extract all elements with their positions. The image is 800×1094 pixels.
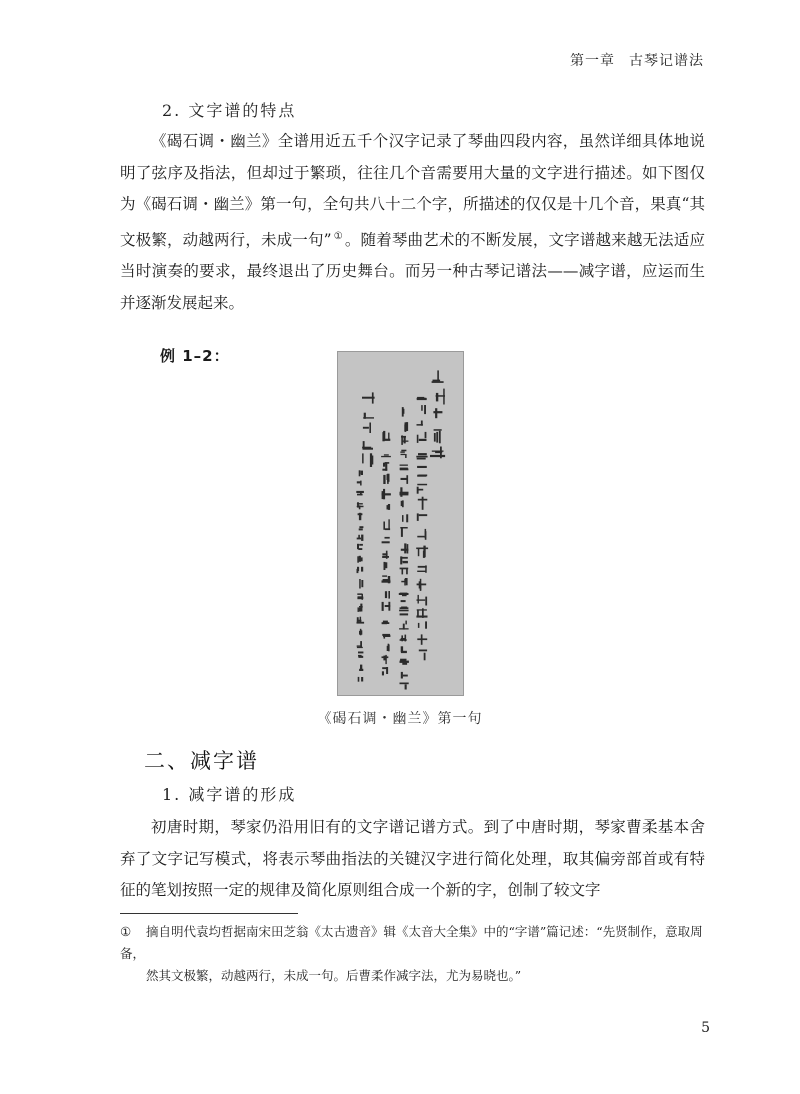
ink-stroke [357,567,359,571]
ink-stroke [418,623,420,628]
ink-stroke [417,609,427,610]
subsection-heading-2: 2. 文字谱的特点 [162,101,297,120]
running-head-chapter: 第一章 [570,53,615,69]
ink-stroke [400,465,408,466]
ink-stroke [417,638,427,640]
ink-stroke [401,651,407,653]
ink-stroke [407,544,409,553]
ink-stroke [401,478,407,480]
ink-stroke [406,475,408,484]
ink-stroke [433,380,441,382]
ink-stroke [359,544,363,546]
footnote [120,921,710,987]
ink-stroke [401,528,403,537]
ink-stroke [400,568,409,570]
ink-stroke [361,677,363,682]
ink-stroke [383,522,385,530]
ink-stroke [400,683,409,685]
ink-stroke [357,556,359,562]
ink-stroke [402,515,404,522]
ink-stroke [383,475,385,484]
ink-stroke [382,575,387,576]
ink-stroke [400,593,408,595]
body-paragraph-1-text-a: 《碣石调・幽兰》全谱用近五千个汉字记录了琴曲四段内容，虽然详细具体地说明了弦序及指法，但却过于繁琐，往往几个音需要用大量的文字进行描述。如下图仅为《碣石调・幽兰》第一句，全句共八十二个字，所描述的仅仅是十几个音，果真“其文极繁，动越两行，未成一句” [120,132,705,249]
ink-stroke [402,663,407,665]
body-paragraph-2: 初唐时期，琴家仍沿用旧有的文字谱记谱方式。到了中唐时期，琴家曹柔基本舍弃了文字记写模式，将表示琴曲指法的关键汉字进行简化处理，取其偏旁部首或有特征的笔划按照一定的规律及简化原则组合成一个新的字，创制了较文字 [120,818,705,899]
ink-stroke [400,452,405,453]
ink-stroke [434,433,436,442]
ink-stroke [400,468,409,470]
ink-stroke [403,561,408,562]
ink-stroke [400,659,406,661]
ink-stroke [399,610,409,612]
ink-stroke [384,454,389,455]
ink-stroke [363,427,369,429]
ink-stroke [360,641,362,648]
ink-stroke [382,656,389,658]
ink-stroke [419,514,428,516]
ink-stroke [383,579,391,581]
ink-stroke [382,556,387,558]
ink-stroke [402,500,404,507]
ink-stroke [405,621,407,625]
ink-stroke [401,454,406,455]
ink-stroke [401,581,406,583]
ink-stroke [400,613,409,615]
ink-stroke [357,645,361,646]
manuscript-strokes [338,352,463,695]
ink-stroke [361,471,363,475]
ink-stroke [405,684,407,689]
ink-stroke [425,432,427,438]
ink-stroke [421,421,423,426]
ink-stroke [417,466,427,468]
ink-stroke [382,493,391,495]
ink-stroke [359,608,361,612]
ink-stroke [404,543,406,553]
ink-stroke [401,450,406,452]
ink-stroke [401,607,407,609]
ink-stroke [417,458,426,460]
ink-stroke [385,562,387,568]
ink-stroke [385,537,390,539]
ink-stroke [383,439,391,441]
ink-stroke [403,441,409,442]
ink-stroke [416,456,427,458]
ink-stroke [360,630,362,634]
running-head-title: 古琴记谱法 [629,53,704,69]
ink-stroke [385,655,386,664]
ink-stroke [425,597,427,606]
ink-stroke [387,475,389,484]
ink-stroke [359,669,363,671]
ink-stroke [399,628,409,629]
footnote-number: ① [120,924,132,939]
ink-stroke [418,475,427,477]
ink-stroke [362,397,375,399]
ink-stroke [403,675,408,677]
page-number: 5 [701,1020,710,1036]
ink-stroke [406,514,408,522]
ink-stroke [400,661,409,663]
ink-stroke [358,652,363,654]
ink-stroke [417,536,424,538]
ink-stroke [385,462,387,471]
ink-stroke [382,671,384,675]
body-paragraph-1 [120,126,705,319]
ink-stroke [361,535,363,541]
ink-stroke [417,571,426,572]
ink-stroke [388,433,389,440]
ink-stroke [358,596,364,598]
ink-stroke [401,635,403,641]
ink-stroke [363,448,374,450]
ink-stroke [433,411,442,413]
ink-stroke [359,528,363,530]
ink-stroke [436,393,438,402]
ink-stroke [424,653,426,661]
ink-stroke [358,535,360,539]
ink-stroke [358,656,363,658]
ink-stroke [430,455,445,457]
ink-stroke [387,646,389,651]
ink-stroke [400,487,402,497]
ink-stroke [401,672,403,679]
ink-stroke [359,470,361,476]
ink-stroke [419,581,421,588]
ink-stroke [358,607,359,612]
ink-stroke [402,407,404,417]
ink-stroke [359,526,363,528]
ink-stroke [405,635,407,642]
subsection-heading-1: 1. 减字谱的形成 [162,785,297,804]
ink-stroke [364,413,366,419]
ink-stroke [422,497,424,510]
ink-stroke [417,513,419,521]
ink-stroke [382,667,387,669]
ink-stroke [383,635,390,637]
running-head [570,50,704,70]
ink-stroke [417,584,427,586]
ink-stroke [357,544,359,549]
figure-caption: 《碣石调・幽兰》第一句 [317,711,483,727]
ink-stroke [388,591,390,599]
ink-stroke [439,431,441,444]
ink-stroke [434,429,442,431]
ink-stroke [405,422,407,432]
calligraphy-manuscript-image [337,351,464,696]
ink-stroke [432,381,444,383]
ink-stroke [358,677,360,682]
ink-stroke [417,610,419,618]
footnote-line-1: 摘自明代袁均哲据南宋田芝翁《太古遗音》辑《太音大全集》中的“字谱”篇记述：“先贤制作，意取周备， [120,924,703,961]
ink-stroke [359,513,361,518]
ink-stroke [425,531,427,540]
ink-stroke [357,647,363,648]
ink-stroke [360,491,362,495]
ink-stroke [362,453,364,463]
ink-stroke [425,621,427,628]
ink-stroke [423,551,425,558]
ink-stroke [436,395,445,397]
ink-stroke [418,453,427,455]
ink-stroke [360,557,362,561]
section-title: 二、减字谱 [144,749,259,773]
ink-stroke [421,405,423,411]
ink-stroke [418,595,419,604]
ink-stroke [382,541,390,543]
ink-stroke [418,548,420,556]
ink-stroke [381,456,391,457]
ink-stroke [425,565,427,572]
ink-stroke [382,602,384,611]
ink-stroke [382,622,387,624]
ink-stroke [401,600,406,602]
ink-stroke [361,567,363,572]
ink-stroke [424,405,426,414]
ink-stroke [357,481,362,483]
footnote-reference[interactable]: ① [333,230,343,242]
ink-stroke [417,435,419,443]
ink-stroke [357,503,363,504]
ink-stroke [402,569,404,575]
ink-stroke [402,595,407,597]
ink-stroke [419,439,427,441]
ink-stroke [359,579,361,589]
ink-stroke [357,494,363,496]
ink-stroke [419,650,427,652]
ink-stroke [417,484,427,486]
ink-stroke [401,557,408,559]
ink-stroke [359,606,363,608]
ink-stroke [388,504,390,510]
ink-stroke [435,451,442,453]
ink-stroke [401,435,403,445]
ink-stroke [436,432,438,443]
ink-stroke [357,502,359,507]
ink-stroke [405,454,407,458]
ink-stroke [437,370,439,381]
ink-stroke [369,423,371,434]
ink-stroke [416,548,428,550]
ink-stroke [357,617,359,623]
ink-stroke [387,505,389,509]
footnote-line-2: 然其文极繁，动越两行，未成一句。后曹柔作减字法，尤为易晓也。” [146,968,522,983]
footnote-divider [120,913,298,914]
body-paragraph-1-text-b: 。随着琴曲艺术的不断发展，文字谱越来越无法适应当时演奏的要求，最终退出了历史舞台。而另一种古琴记谱法——减字谱，应运而生并逐渐发展起来。 [120,230,705,312]
ink-stroke [371,456,373,465]
ink-stroke [361,580,363,587]
ink-stroke [417,398,427,400]
ink-stroke [418,489,424,491]
ink-stroke [388,602,390,611]
ink-stroke [388,519,389,530]
example-label: 例 1–2： [160,347,230,365]
ink-stroke [385,591,387,598]
